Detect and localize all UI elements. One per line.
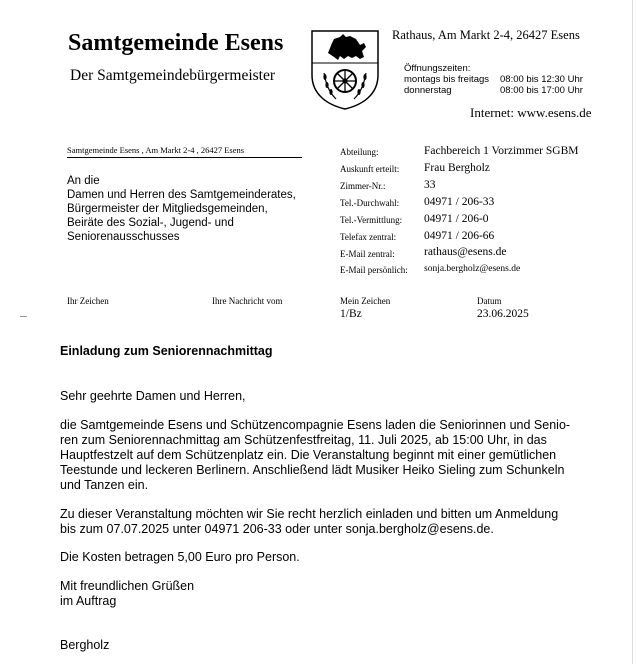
opening-hours-title: Öffnungszeiten: bbox=[404, 63, 471, 74]
ref-label-mein-zeichen: Mein Zeichen bbox=[340, 296, 391, 306]
info-value: 33 bbox=[424, 179, 436, 191]
recipient-line: An die bbox=[67, 175, 100, 187]
body-paragraph: Die Kosten betragen 5,00 Euro pro Person. bbox=[60, 550, 300, 564]
info-value: Frau Bergholz bbox=[424, 162, 490, 174]
opening-hours-days: donnerstag bbox=[404, 85, 452, 96]
info-value: Fachbereich 1 Vorzimmer SGBM bbox=[424, 145, 579, 157]
opening-hours-days: montags bis freitags bbox=[404, 74, 490, 85]
fold-mark bbox=[20, 316, 27, 317]
recipient-line: Bürgermeister der Mitgliedsgemeinden, bbox=[67, 203, 268, 215]
opening-hours-time: 08:00 bis 12:30 Uhr bbox=[500, 74, 583, 85]
info-value: sonja.bergholz@esens.de bbox=[424, 264, 521, 274]
opening-hours-row bbox=[404, 74, 583, 85]
internet-address: Internet: www.esens.de bbox=[470, 105, 592, 120]
org-subtitle: Der Samtgemeindebürgermeister bbox=[70, 67, 276, 84]
info-label: Abteilung: bbox=[340, 147, 379, 157]
info-label: Tel.-Vermittlung: bbox=[340, 215, 403, 225]
page-edge bbox=[632, 0, 633, 664]
body-paragraph: Zu dieser Veranstaltung möchten wir Sie recht herzlich einladen und bitten um Anmeldung bis zum 07.07.2025 unter 04971 206-33 oder unter sonja.bergholz@esens.de. bbox=[60, 507, 559, 536]
info-value: rathaus@esens.de bbox=[424, 246, 507, 258]
opening-hours-row bbox=[404, 85, 583, 96]
subject-line: Einladung zum Seniorennachmittag bbox=[60, 344, 273, 358]
info-value: 04971 / 206-33 bbox=[424, 196, 495, 208]
sender-divider bbox=[67, 157, 302, 158]
ref-value-mein-zeichen: 1/Bz bbox=[340, 308, 362, 320]
info-label: Auskunft erteilt: bbox=[340, 164, 400, 174]
org-name: Samtgemeinde Esens bbox=[68, 30, 284, 56]
coat-of-arms-icon bbox=[310, 29, 380, 111]
ref-label-datum: Datum bbox=[477, 296, 502, 306]
address: Rathaus, Am Markt 2-4, 26427 Esens bbox=[392, 28, 580, 42]
ref-label-ihr-zeichen: Ihr Zeichen bbox=[67, 296, 109, 306]
sender-line: Samtgemeinde Esens , Am Markt 2-4 , 26427 Esens bbox=[67, 145, 245, 155]
body-paragraph: die Samtgemeinde Esens und Schützencompagnie Esens laden die Seniorinnen und Senio- ren zum Seniorennachmittag am Schützenfestfreitag, 11. Juli 2025, ab 15:00 Uhr, in das Hauptfestzelt auf dem Schützenplatz ein. Die Veranstaltung beginnt mit einer gemütlichen Teestunde und leckeren Berlinern. Anschließend lädt Musiker Heiko Sieling zum Schunkeln und Tanzen ein. bbox=[60, 418, 571, 492]
salutation: Sehr geehrte Damen und Herren, bbox=[60, 389, 246, 403]
info-label: Telefax zentral: bbox=[340, 232, 397, 242]
closing: Mit freundlichen Grüßen im Auftrag bbox=[60, 579, 195, 608]
recipient-line: Damen und Herren des Samtgemeinderates, bbox=[67, 189, 296, 201]
info-label: Tel.-Durchwahl: bbox=[340, 198, 400, 208]
info-label: E-Mail persönlich: bbox=[340, 265, 408, 275]
recipient-line: Seniorenausschusses bbox=[67, 231, 180, 243]
ref-value-datum: 23.06.2025 bbox=[477, 308, 529, 320]
info-label: Zimmer-Nr.: bbox=[340, 181, 386, 191]
recipient-line: Beiräte des Sozial-, Jugend- und bbox=[67, 217, 234, 229]
info-value: 04971 / 206-0 bbox=[424, 213, 489, 225]
info-value: 04971 / 206-66 bbox=[424, 230, 495, 242]
info-label: E-Mail zentral: bbox=[340, 249, 395, 259]
opening-hours-time: 08:00 bis 17:00 Uhr bbox=[500, 85, 583, 96]
ref-label-ihre-nachricht: Ihre Nachricht vom bbox=[212, 296, 283, 306]
recipient-address bbox=[67, 174, 296, 244]
signature-name: Bergholz bbox=[60, 638, 110, 652]
